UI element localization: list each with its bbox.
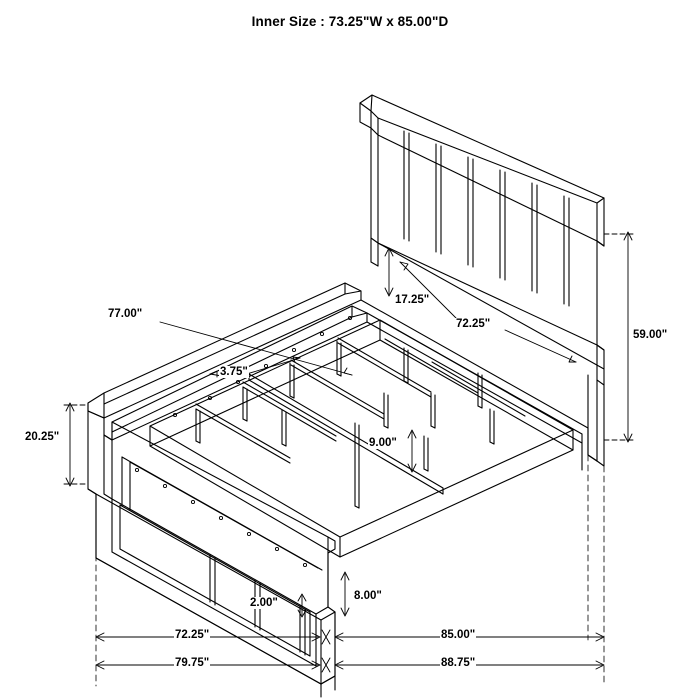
dim-label-floor-clearance: 8.00" — [354, 590, 382, 602]
dim-label-bed-overall-depth: 88.75" — [441, 657, 476, 669]
dim-label-headboard-rail-height: 17.25" — [395, 294, 430, 306]
dim-label-footboard-outer-width: 79.75" — [175, 657, 210, 669]
dim-label-slat-clearance: 9.00" — [369, 437, 397, 449]
dim-label-rail-thickness: 3.75" — [220, 366, 248, 378]
dim-label-bed-depth-inner: 85.00" — [441, 629, 476, 641]
dim-label-headboard-height: 59.00" — [633, 329, 668, 341]
dim-label-headboard-panel-width: 72.25" — [456, 318, 491, 330]
dim-label-side-rail-length: 77.00" — [108, 308, 143, 320]
dim-label-foot-base-thickness: 2.00" — [250, 597, 278, 609]
page-title: Inner Size : 73.25"W x 85.00"D — [251, 14, 449, 29]
dim-label-footboard-height: 20.25" — [25, 431, 60, 443]
dim-label-footboard-width: 72.25" — [175, 629, 210, 641]
